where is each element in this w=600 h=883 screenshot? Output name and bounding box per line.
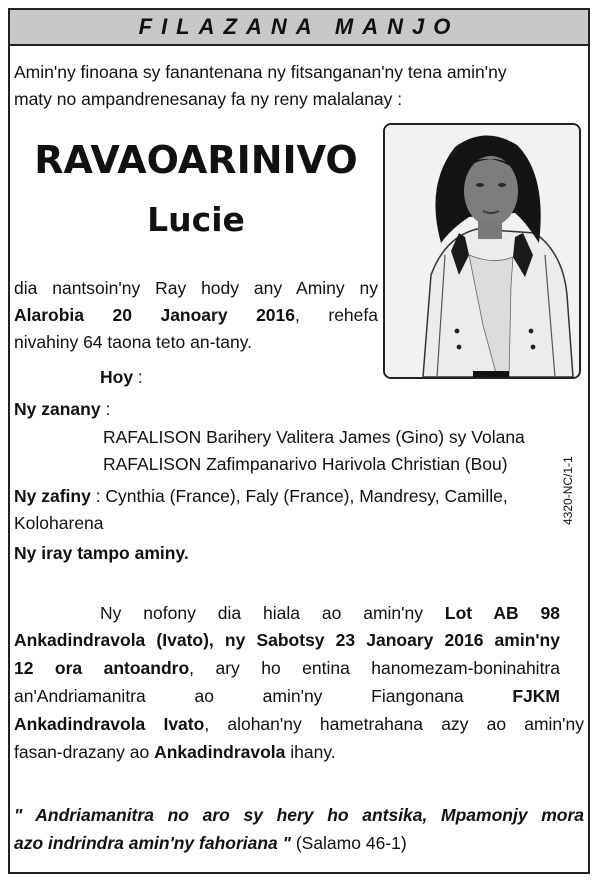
hoy-label: Hoy xyxy=(100,367,134,387)
funeral-line-6: fasan-drazany ao Ankadindravola ihany. xyxy=(14,742,336,762)
funeral-line-1: Ny nofony dia hiala ao amin'ny Lot AB 98 xyxy=(100,603,560,623)
intro-line-1: Amin'ny finoana sy fanantenana ny fitsanganan'ny tena amin'ny xyxy=(14,62,507,82)
funeral-line-5: Ankadindravola Ivato, alohan'ny hametrahana azy ao amin'ny xyxy=(14,714,584,734)
grandchildren-label: Ny zafiny xyxy=(14,486,91,506)
portrait-image xyxy=(385,125,579,377)
child-entry: RAFALISON Barihery Valitera James (Gino) sy Volana xyxy=(103,427,525,447)
hoy-line: Hoy : xyxy=(100,367,143,387)
child-entry: RAFALISON Zafimpanarivo Harivola Christian (Bou) xyxy=(103,454,508,474)
side-reference: 4320-NC/1-1 xyxy=(561,456,575,525)
family-line xyxy=(14,540,189,567)
funeral-line-4: an'Andriamanitra ao amin'ny Fiangonana FJKM xyxy=(14,686,560,706)
quote-line-1: " Andriamanitra no aro sy hery ho antsika, Mpamonjy mora xyxy=(14,805,584,825)
death-line-3: nivahiny 64 taona teto an-tany. xyxy=(14,332,253,352)
death-date: Alarobia 20 Janoary 2016 xyxy=(14,305,296,325)
grandchildren-line-2: Koloharena xyxy=(14,513,104,533)
deceased-surname: RAVAOARINIVO xyxy=(34,138,358,182)
notice-header: FILAZANA MANJO xyxy=(10,10,588,46)
grandchildren-line-1: Ny zafiny : Cynthia (France), Faly (France), Mandresy, Camille, xyxy=(14,486,508,506)
death-line-2: Alarobia 20 Janoary 2016, rehefa xyxy=(14,305,378,325)
children-label: Ny zanany xyxy=(14,399,101,419)
death-line-1: dia nantsoin'ny Ray hody any Aminy ny xyxy=(14,278,378,298)
deceased-firstname: Lucie xyxy=(147,200,245,239)
funeral-line-2: Ankadindravola (Ivato), ny Sabotsy 23 Janoary 2016 amin'ny xyxy=(14,630,560,650)
funeral-line-3: 12 ora antoandro, ary ho entina hanomezam-boninahitra xyxy=(14,658,560,678)
quote-line-2: azo indrindra amin'ny fahoriana " (Salamo 46-1) xyxy=(14,833,407,853)
children-heading: Ny zanany : xyxy=(14,399,111,419)
notice-frame xyxy=(8,8,590,874)
intro-line-2: maty no ampandrenesanay fa ny reny malalanay : xyxy=(14,89,403,109)
portrait-photo xyxy=(383,123,581,379)
family-label: Ny iray tampo aminy. xyxy=(14,543,189,563)
quote-reference: (Salamo 46-1) xyxy=(290,833,407,853)
